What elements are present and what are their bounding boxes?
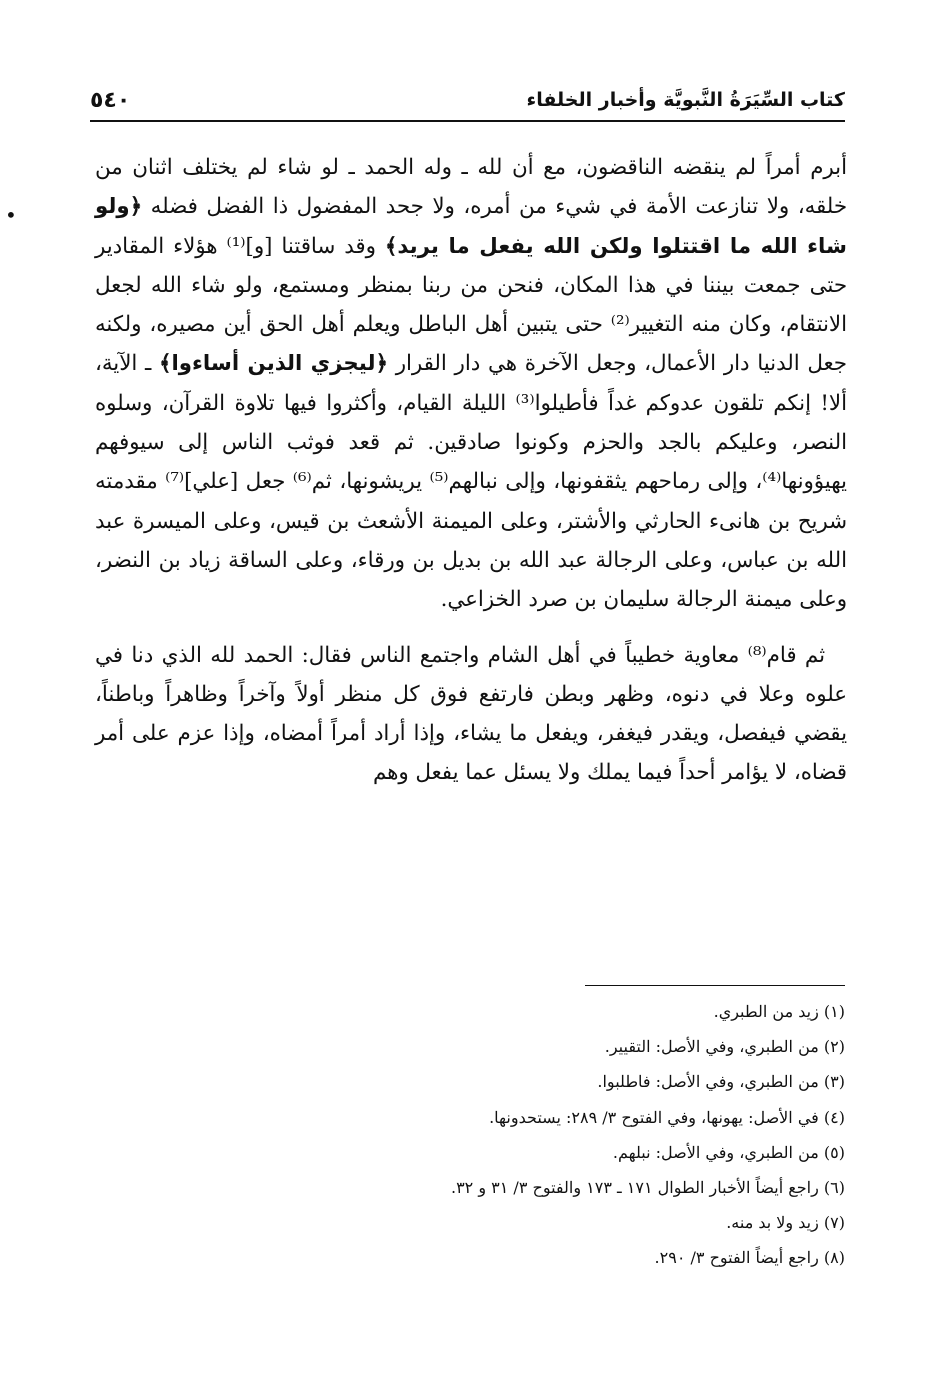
- paragraph-1-text-a: أبرم أمراً لم ينقضه الناقضون، مع أن لله ـ وله الحمد ـ لو شاء لم يختلف اثنان من خلقه، ولا تنازعت الأمة في شيء من أمره، ولا جحد المفضول ذا الفضل فضله: [95, 155, 847, 220]
- footnote-7: (٧) زيد ولا بد منه.: [726, 1213, 845, 1233]
- book-title: كتاب السِّيَرَةُ النَّبويَّة وأخبار الخلفاء: [526, 89, 845, 111]
- page-number: ٥٤٠: [90, 87, 131, 113]
- main-text: [95, 148, 847, 793]
- footnote-6: (٦) راجع أيضاً الأخبار الطوال ١٧١ ـ ١٧٣ والفتوح ٣/ ٣١ و ٣٢.: [450, 1178, 845, 1198]
- quran-verse-2: ﴿ليجزي الذين أساءوا﴾: [159, 351, 388, 377]
- footnote-3: (٣) من الطبري، وفي الأصل: فاطلبوا.: [597, 1072, 845, 1092]
- footnotes-list: [90, 994, 845, 1276]
- paragraph-1-text-c: ـ الآية، ألا! إنكم تلقون عدوكم غداً فأطيلوا⁽³⁾ الليلة القيام، وأكثروا فيها تلاوة القرآن، وسلوه النصر، وعليكم بالجد والحزم وكونوا صادقين. ثم قعد فوثب الناس إلى سيوفهم يهيؤونها⁽⁴⁾، وإلى رماحهم يثقفونها، وإلى نبالهم⁽⁵⁾ يريشونها، ثم⁽⁶⁾ جعل [علي]⁽⁷⁾ مقدمته شريح بن هانىء الحارثي والأشتر، وعلى الميمنة الأشعث بن قيس، وعلى الميسرة عبد الله بن عباس، وعلى الرجالة عبد الله بن بديل بن ورقاء، وعلى الساقة زياد بن النضر، وعلى ميمنة الرجالة سليمان بن صرد الخزاعي.: [95, 351, 847, 613]
- footnote-8: (٨) راجع أيضاً الفتوح ٣/ ٢٩٠.: [654, 1248, 845, 1268]
- footnote-5: (٥) من الطبري، وفي الأصل: نبلهم.: [612, 1142, 845, 1162]
- footnote-4: (٤) في الأصل: يهونها، وفي الفتوح ٣/ ٢٨٩: يستحدونها.: [489, 1107, 845, 1127]
- footnote-2: (٢) من الطبري، وفي الأصل: التقيير.: [604, 1037, 845, 1057]
- footnote-1: (١) زيد من الطبري.: [713, 1002, 845, 1021]
- quran-verse-1: ﴿ولو شاء الله ما اقتتلوا ولكن الله يفعل ما يريد﴾: [95, 194, 847, 259]
- margin-dot: •: [5, 203, 17, 227]
- paragraph-1-text-b: وقد ساقتنا [و]⁽¹⁾ هؤلاء المقادير حتى جمعت بيننا في هذا المكان، فنحن من ربنا بمنظر ومستمع، ولو شاء الله لجعل الانتقام، وكان منه التغيير⁽²⁾ حتى يتبين أهل الباطل ويعلم أهل الحق أين مصيره، ولكنه جعل الدنيا دار الأعمال، وجعل الآخرة هي دار القرار: [95, 233, 847, 377]
- running-header: [90, 80, 845, 122]
- paragraph-2: ثم قام⁽⁸⁾ معاوية خطيباً في أهل الشام واجتمع الناس فقال: الحمد لله الذي دنا في علوه وعلا في دنوه، وظهر وبطن فارتفع فوق كل منظر أولاً وآخراً وظاهراً وباطناً، يقضي فيفصل، ويقدر فيغفر، ويفعل ما يشاء، وإذا أراد أمراً أمضاه، وإذا عزم على أمر قضاه، لا يؤامر أحداً فيما يملك ولا يسئل عما يفعل وهم: [95, 642, 847, 786]
- footnote-divider: [585, 985, 845, 986]
- paragraph-1: [95, 148, 847, 620]
